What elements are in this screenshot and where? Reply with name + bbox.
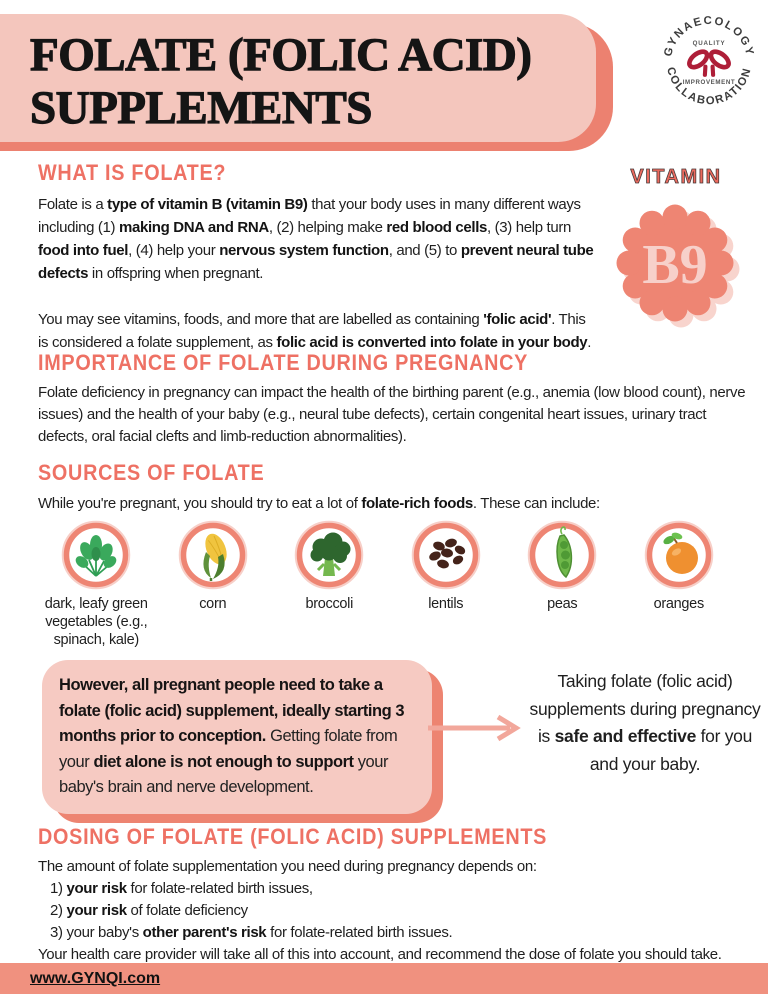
- logo-arc-top-text: GYNAECOLOGY: [662, 14, 756, 58]
- orange-icon: [644, 520, 714, 590]
- callout-box: However, all pregnant people need to take a folate (folic acid) supplement, ideally starting 3 months prior to conception. Getting folate from your diet alone is not enough to support your baby's brain and nerve development.: [42, 660, 432, 814]
- food-label: peas: [547, 596, 578, 612]
- takeaway-text: Taking folate (folic acid) supplements during pregnancy is safe and effective for you and your baby.: [529, 671, 761, 774]
- leafy-greens-icon: [61, 520, 131, 590]
- dosing-heading: DOSING OF FOLATE (FOLIC ACID) SUPPLEMENTS: [38, 824, 548, 849]
- corn-icon: [178, 520, 248, 590]
- page-title-line2: SUPPLEMENTS: [30, 82, 372, 134]
- broccoli-icon: [294, 520, 364, 590]
- right-arrow-icon: [426, 712, 528, 744]
- dosing-intro: The amount of folate supplementation you need during pregnancy depends on:: [38, 858, 537, 875]
- dosing-item-3: 3) your baby's other parent's risk for folate-related birth issues.: [50, 924, 453, 941]
- section-what-is-folate: [38, 160, 596, 354]
- vitamin-b9-badge-area: [600, 166, 752, 346]
- section-importance: [38, 350, 754, 448]
- section-sources: [38, 460, 754, 649]
- food-item-leafy-greens: [38, 520, 155, 649]
- page-title-line1: FOLATE (FOLIC ACID): [30, 29, 532, 81]
- vitamin-b9-badge-icon: [601, 189, 751, 341]
- sources-intro: While you're pregnant, you should try to eat a lot of folate-rich foods. These can include:: [38, 495, 600, 512]
- importance-heading: IMPORTANCE OF FOLATE DURING PREGNANCY: [38, 350, 529, 375]
- food-item-corn: [155, 520, 272, 649]
- logo-quality-text: QUALITY: [692, 40, 726, 48]
- gynaecology-collaboration-logo: [655, 8, 763, 116]
- page-title: [30, 29, 596, 135]
- vitamin-label: VITAMIN: [630, 166, 722, 188]
- importance-body: Folate deficiency in pregnancy can impact the health of the birthing parent (e.g., anemia (low blood count), nerve issues) and the health of your baby (e.g., neural tube defects), certain congenital heart issues, urinary tract defects, oral facial clefts and limb-reduction abnormalities).: [38, 384, 746, 445]
- food-label: broccoli: [305, 596, 354, 612]
- food-item-lentils: [388, 520, 505, 649]
- food-label: dark, leafy green vegetables (e.g., spinach, kale): [44, 596, 148, 648]
- food-item-broccoli: [271, 520, 388, 649]
- logo-improvement-text: IMPROVEMENT: [682, 79, 736, 87]
- vitamin-b9-text: B9: [642, 234, 708, 296]
- sources-heading: SOURCES OF FOLATE: [38, 460, 265, 485]
- dosing-closing: Your health care provider will take all of this into account, and recommend the dose of folate you should take.: [38, 946, 722, 963]
- peas-icon: [527, 520, 597, 590]
- food-label: corn: [199, 596, 227, 612]
- dosing-item-1: 1) your risk for folate-related birth issues,: [50, 880, 313, 897]
- what-is-folate-heading: WHAT IS FOLATE?: [38, 160, 227, 185]
- food-item-peas: [504, 520, 621, 649]
- what-is-folate-paragraph-1: Folate is a type of vitamin B (vitamin B9) that your body uses in many different ways including (1) making DNA and RNA, (2) helping make red blood cells, (3) help turn food into fuel, (4) help your nervous system function, and (5) to prevent neural tube defects in offspring when pregnant.: [38, 196, 594, 282]
- footer-bar: [0, 963, 768, 994]
- logo-arc-bottom-text: COLLABORATION: [664, 65, 754, 108]
- food-label: lentils: [428, 596, 464, 612]
- website-link[interactable]: www.GYNQI.com: [30, 969, 161, 987]
- food-label: oranges: [653, 596, 704, 612]
- header-banner: [0, 14, 596, 142]
- what-is-folate-paragraph-2: You may see vitamins, foods, and more that are labelled as containing 'folic acid'. This is considered a folate supplement, as folic acid is converted into folate in your body.: [38, 311, 592, 351]
- food-icons-row: [38, 520, 754, 649]
- lentils-icon: [411, 520, 481, 590]
- food-item-oranges: [621, 520, 738, 649]
- section-dosing: [38, 824, 758, 966]
- dosing-item-2: 2) your risk of folate deficiency: [50, 902, 248, 919]
